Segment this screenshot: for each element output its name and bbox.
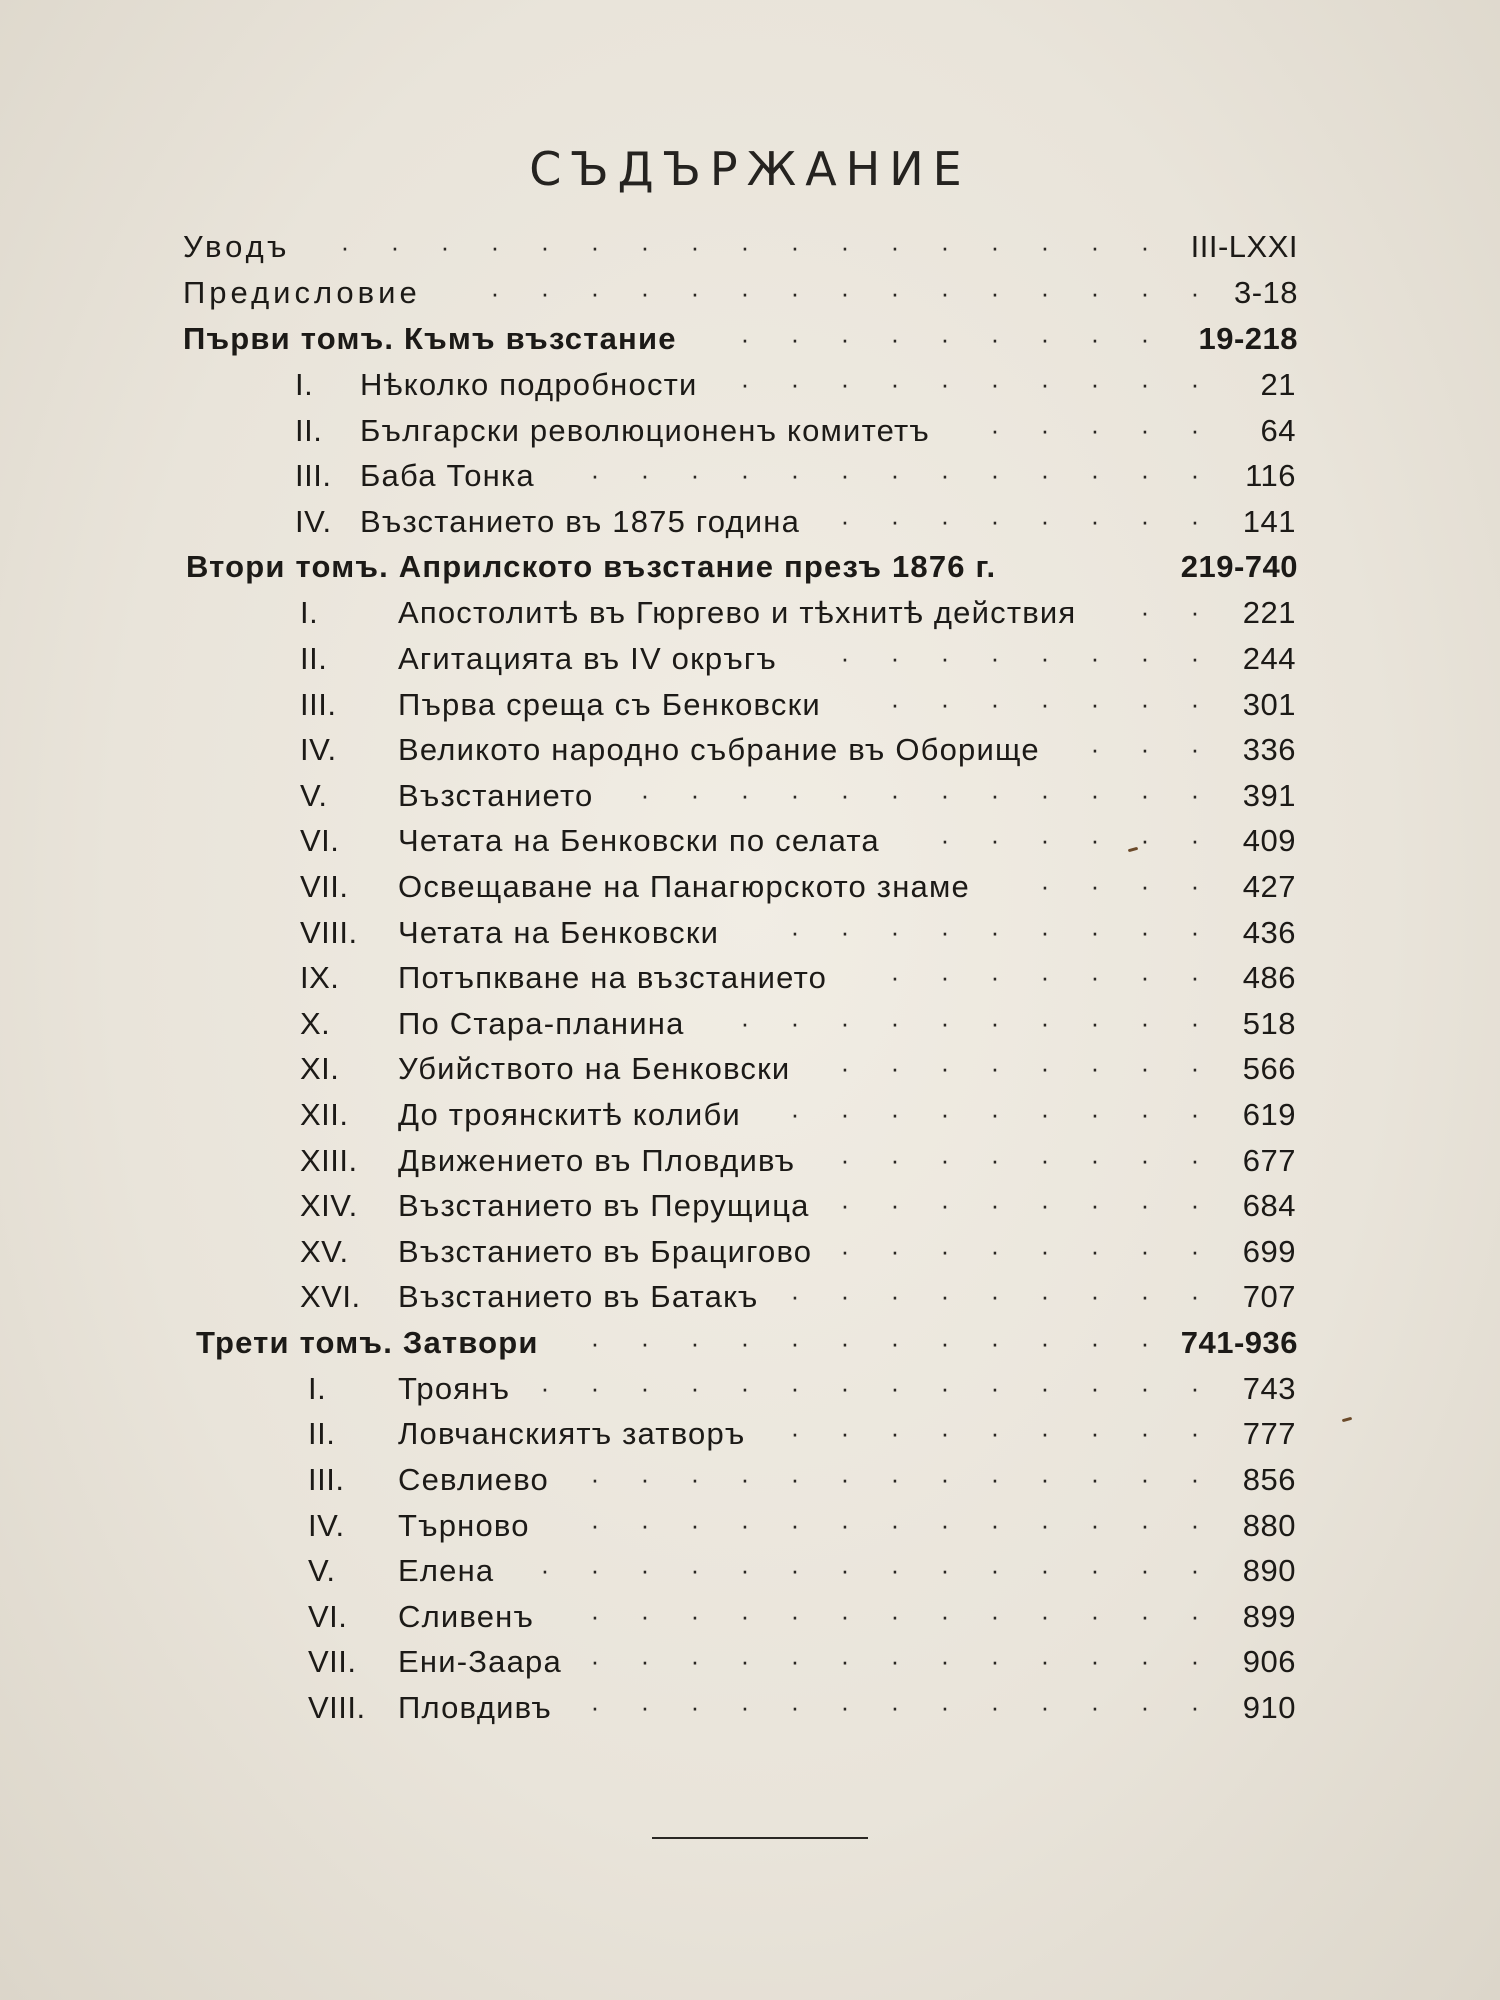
leader-dots: · · · · · · · · · xyxy=(790,1281,1200,1312)
toc-page-number: 899 xyxy=(1242,1598,1296,1634)
chapter-title: Пловдивъ xyxy=(398,1690,552,1726)
toc-page-number: 699 xyxy=(1242,1233,1296,1269)
toc-row-chapter[interactable] xyxy=(0,1457,1500,1503)
toc-page-number: 64 xyxy=(1260,412,1296,448)
toc-page-number: 336 xyxy=(1242,732,1296,768)
toc-page-number: 743 xyxy=(1242,1370,1296,1406)
toc-row-chapter[interactable] xyxy=(0,499,1500,545)
leader-dots: · · · · · · · · · · · · · xyxy=(590,1692,1200,1723)
chapter-number: XIII. xyxy=(300,1142,358,1178)
toc-row-chapter[interactable] xyxy=(0,1548,1500,1594)
toc-page-number: 684 xyxy=(1242,1188,1296,1224)
toc-page-number: 21 xyxy=(1260,367,1296,402)
toc-row-chapter[interactable] xyxy=(0,453,1500,499)
toc-row-chapter[interactable] xyxy=(0,955,1500,1001)
chapter-number: XII. xyxy=(300,1096,349,1132)
volume-heading: Втори томъ. Априлското възстание презъ 1876 г. xyxy=(186,549,997,585)
toc-page-number: 486 xyxy=(1242,960,1296,996)
leader-dots: · · · · · · · · · · xyxy=(740,369,1200,399)
toc-page-number: 518 xyxy=(1242,1005,1296,1041)
toc-page-number: 391 xyxy=(1242,777,1296,813)
closing-rule xyxy=(652,1837,868,1839)
chapter-title: Убийството на Бенковски xyxy=(398,1051,791,1087)
toc-page-number: 244 xyxy=(1242,640,1296,676)
toc-row-chapter[interactable] xyxy=(0,1183,1500,1229)
chapter-number: VIII. xyxy=(308,1690,366,1726)
chapter-title: Първа среща съ Бенковски xyxy=(398,686,821,722)
chapter-title: Нѣколко подробности xyxy=(360,367,698,402)
chapter-number: IV. xyxy=(308,1507,345,1543)
chapter-title: По Стара-планина xyxy=(398,1005,685,1041)
chapter-title: Движението въ Пловдивъ xyxy=(398,1142,796,1178)
leader-dots: · · · · · · · xyxy=(890,962,1200,993)
toc-row-chapter[interactable] xyxy=(0,590,1500,636)
chapter-number: VII. xyxy=(300,868,349,904)
toc-label: Уводъ xyxy=(183,229,291,264)
toc-page-number: 116 xyxy=(1245,458,1296,494)
leader-dots: · · · · · · · xyxy=(890,688,1200,719)
chapter-number: II. xyxy=(295,412,323,448)
chapter-title: Великото народно събрание въ Оборище xyxy=(398,732,1040,768)
chapter-number: VI. xyxy=(300,823,340,859)
chapter-title: Ловчанскиятъ затворъ xyxy=(398,1416,746,1452)
chapter-number: I. xyxy=(295,367,314,402)
toc-row-chapter[interactable] xyxy=(0,636,1500,682)
chapter-title: Възстанието въ Брацигово xyxy=(398,1233,813,1269)
toc-row-introduction[interactable] xyxy=(0,224,1500,270)
leader-dots: · · · · · · · · · · · · · xyxy=(590,460,1200,491)
leader-dots: · · xyxy=(1140,597,1200,628)
leader-dots: · · · · · · · · · · · · · · xyxy=(540,1372,1200,1403)
chapter-title: Потъпкване на възстанието xyxy=(398,960,828,996)
toc-page-number: 910 xyxy=(1242,1690,1296,1726)
toc-row-chapter[interactable] xyxy=(0,408,1500,454)
toc-row-volume-2[interactable] xyxy=(0,544,1500,590)
toc-page-number: 301 xyxy=(1242,686,1296,722)
toc-page-number: 677 xyxy=(1242,1142,1296,1178)
leader-dots: · · · · · · xyxy=(940,825,1200,856)
chapter-title: Агитацията въ IV окръгъ xyxy=(398,640,777,676)
toc-page-number: 436 xyxy=(1242,914,1296,950)
toc-page-number: 619 xyxy=(1242,1096,1296,1132)
leader-dots: · · · · · · · · · xyxy=(790,1418,1200,1449)
chapter-title: Възстанието въ Перущица xyxy=(398,1188,810,1224)
toc-page-number: 221 xyxy=(1242,595,1296,631)
leader-dots: · · · · · · · · · · · · · · · · · xyxy=(340,232,1150,262)
leader-dots: · · · · · · · · · · · · xyxy=(640,779,1200,810)
leader-dots: · · · · · · · · xyxy=(840,1235,1200,1266)
toc-row-chapter[interactable] xyxy=(0,1411,1500,1457)
table-of-contents xyxy=(0,224,1500,1731)
leader-dots: · · · · · · · · · xyxy=(790,1098,1200,1129)
toc-row-chapter[interactable] xyxy=(0,910,1500,956)
toc-row-chapter[interactable] xyxy=(0,818,1500,864)
chapter-number: XI. xyxy=(300,1051,340,1087)
toc-page-number: 741-936 xyxy=(1180,1324,1298,1360)
chapter-title: Освещаване на Панагюрското знаме xyxy=(398,868,970,904)
chapter-title: Български революционенъ комитетъ xyxy=(360,412,931,448)
chapter-number: IV. xyxy=(295,503,332,539)
toc-row-preface[interactable] xyxy=(0,270,1500,316)
chapter-title: До троянскитѣ колиби xyxy=(398,1096,741,1132)
toc-row-chapter[interactable] xyxy=(0,1001,1500,1047)
toc-row-volume-3[interactable] xyxy=(0,1320,1500,1366)
chapter-title: Ени-Заара xyxy=(398,1644,562,1680)
toc-page-number: 19-218 xyxy=(1198,321,1298,356)
toc-row-chapter[interactable] xyxy=(0,1138,1500,1184)
chapter-number: V. xyxy=(300,777,328,813)
leader-dots: · · · · · · · · xyxy=(840,1144,1200,1175)
chapter-number: IX. xyxy=(300,960,340,996)
toc-row-chapter[interactable] xyxy=(0,1092,1500,1138)
chapter-number: VIII. xyxy=(300,914,358,950)
toc-row-chapter[interactable] xyxy=(0,362,1500,408)
leader-dots: · · · · · xyxy=(990,414,1200,445)
chapter-title: Четата на Бенковски xyxy=(398,914,720,950)
toc-page-number: 777 xyxy=(1242,1416,1296,1452)
leader-dots: · · · · · · · · · · · · · · · xyxy=(490,278,1200,308)
toc-row-chapter[interactable] xyxy=(0,1503,1500,1549)
toc-page-number: 856 xyxy=(1242,1462,1296,1498)
chapter-title: Търново xyxy=(398,1507,530,1543)
toc-page-number: 141 xyxy=(1242,503,1296,539)
chapter-title: Възстанието въ 1875 година xyxy=(360,503,801,539)
toc-label: Предисловие xyxy=(183,275,421,310)
toc-page-number: 3-18 xyxy=(1233,275,1298,310)
volume-heading: Трети томъ. Затвори xyxy=(196,1324,539,1360)
toc-row-chapter[interactable] xyxy=(0,1229,1500,1275)
chapter-number: IV. xyxy=(300,732,337,768)
chapter-title: Троянъ xyxy=(398,1370,511,1406)
chapter-title: Баба Тонка xyxy=(360,458,535,494)
volume-heading: Първи томъ. Къмъ възстание xyxy=(183,321,677,356)
leader-dots: · · · · · · · · xyxy=(840,1053,1200,1084)
leader-dots: · · · · · · · · · · xyxy=(740,1007,1200,1038)
toc-page-number: 427 xyxy=(1242,868,1296,904)
toc-page-number: 219-740 xyxy=(1180,549,1298,585)
page-title: СЪДЪРЖАНИЕ xyxy=(529,142,971,196)
toc-page-number: 890 xyxy=(1242,1553,1296,1589)
chapter-number: V. xyxy=(308,1553,336,1589)
toc-page-number: 566 xyxy=(1242,1051,1296,1087)
leader-dots: · · · · xyxy=(1040,870,1200,901)
toc-page-number: 409 xyxy=(1242,823,1296,859)
chapter-number: XVI. xyxy=(300,1279,361,1315)
chapter-number: X. xyxy=(300,1005,331,1041)
toc-row-chapter[interactable] xyxy=(0,864,1500,910)
chapter-title: Севлиево xyxy=(398,1462,549,1498)
leader-dots: · · · · · · · · · · · · · · xyxy=(540,1555,1200,1586)
chapter-number: III. xyxy=(295,458,332,494)
chapter-number: III. xyxy=(300,686,337,722)
chapter-number: VII. xyxy=(308,1644,357,1680)
leader-dots: · · · xyxy=(1090,734,1200,765)
chapter-number: XIV. xyxy=(300,1188,358,1224)
leader-dots: · · · · · · · · · · · · · xyxy=(590,1600,1200,1631)
toc-row-chapter[interactable] xyxy=(0,1639,1500,1685)
leader-dots: · · · · · · · · · · · · · xyxy=(590,1464,1200,1495)
toc-row-chapter[interactable] xyxy=(0,1366,1500,1412)
chapter-number: I. xyxy=(300,595,319,631)
leader-dots: · · · · · · · · · · · · · xyxy=(590,1646,1200,1677)
leader-dots: · · · · · · · · xyxy=(840,642,1200,673)
toc-page-number: III-LXXI xyxy=(1190,229,1298,264)
toc-row-chapter[interactable] xyxy=(0,1274,1500,1320)
leader-dots: · · · · · · · · · · · · xyxy=(590,1327,1150,1358)
toc-page-number: 906 xyxy=(1242,1644,1296,1680)
toc-row-chapter[interactable] xyxy=(0,727,1500,773)
leader-dots: · · · · · · · · · xyxy=(740,324,1150,354)
chapter-title: Елена xyxy=(398,1553,495,1589)
chapter-number: II. xyxy=(300,640,328,676)
chapter-title: Апостолитѣ въ Гюргево и тѣхнитѣ действия xyxy=(398,595,1077,631)
chapter-title: Сливенъ xyxy=(398,1598,535,1634)
chapter-number: III. xyxy=(308,1462,345,1498)
toc-row-chapter[interactable] xyxy=(0,1685,1500,1731)
toc-row-chapter[interactable] xyxy=(0,682,1500,728)
toc-page-number: 880 xyxy=(1242,1507,1296,1543)
toc-row-volume-1[interactable] xyxy=(0,316,1500,362)
toc-page-number: 707 xyxy=(1242,1279,1296,1315)
leader-dots: · · · · · · · · xyxy=(840,1190,1200,1221)
leader-dots: · · · · · · · · xyxy=(840,505,1200,536)
leader-dots: · · · · · · · · · xyxy=(790,916,1200,947)
leader-dots: · · · · · · · · · · · · · xyxy=(590,1509,1200,1540)
chapter-number: I. xyxy=(308,1370,327,1406)
chapter-title: Четата на Бенковски по селата xyxy=(398,823,880,859)
chapter-title: Възстанието въ Батакъ xyxy=(398,1279,759,1315)
toc-row-chapter[interactable] xyxy=(0,1594,1500,1640)
chapter-number: XV. xyxy=(300,1233,349,1269)
chapter-title: Възстанието xyxy=(398,777,594,813)
toc-row-chapter[interactable] xyxy=(0,773,1500,819)
toc-row-chapter[interactable] xyxy=(0,1046,1500,1092)
chapter-number: II. xyxy=(308,1416,336,1452)
chapter-number: VI. xyxy=(308,1598,348,1634)
